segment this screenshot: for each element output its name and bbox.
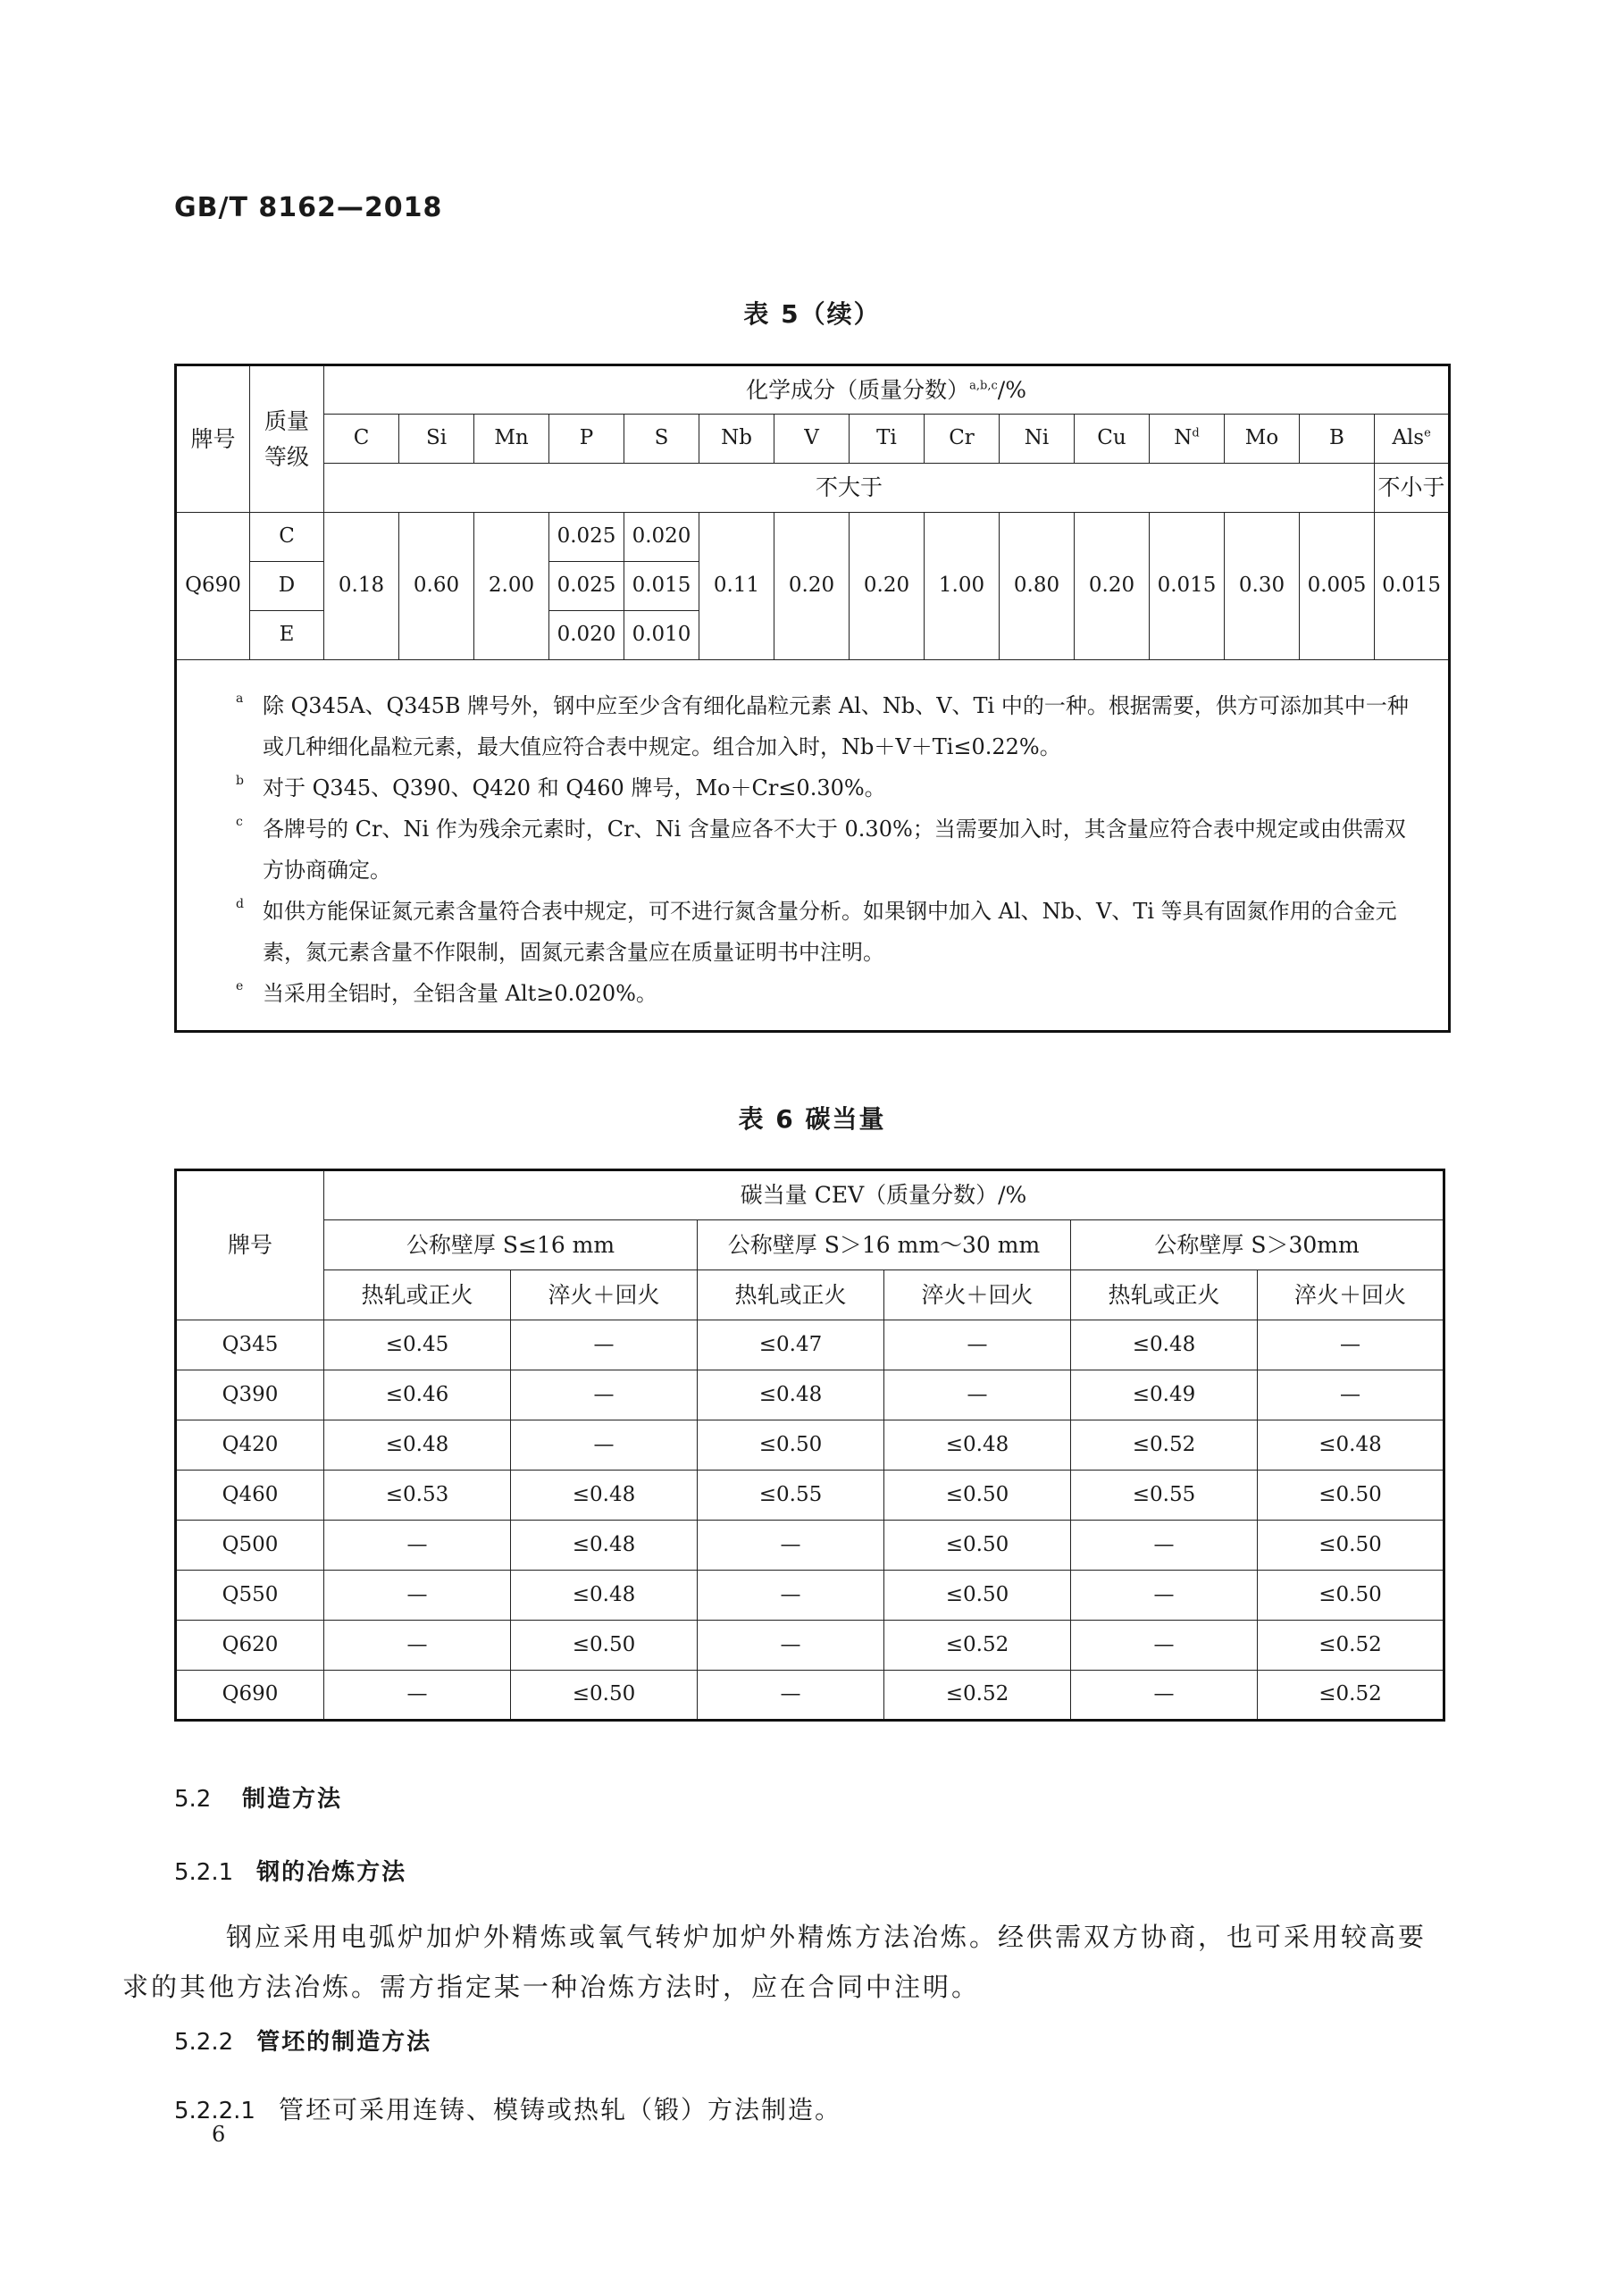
cev-value-cell: ≤0.50 bbox=[1258, 1471, 1444, 1521]
cev-row bbox=[176, 1370, 1444, 1420]
footnote-c: c 各牌号的 Cr、Ni 作为残余元素时，Cr、Ni 含量应各不大于 0.30%；当需要加入时，其含量应符合表中规定或由供需双方协商确定。 bbox=[236, 815, 1406, 883]
cev-value-cell: ≤0.50 bbox=[1258, 1571, 1444, 1621]
value-als: 0.015 bbox=[1375, 513, 1450, 660]
quality-level-d: D bbox=[250, 562, 324, 611]
cev-value-cell: — bbox=[1258, 1320, 1444, 1370]
cev-value-cell: ≤0.45 bbox=[324, 1320, 511, 1370]
section-5-2-2-heading: 5.2.2 管坯的制造方法 bbox=[174, 2029, 432, 2056]
cev-grade-cell: Q500 bbox=[176, 1521, 324, 1571]
cev-value-cell: ≤0.55 bbox=[698, 1471, 884, 1521]
footnote-e: e 当采用全铝时，全铝含量 Alt≥0.020%。 bbox=[236, 979, 657, 1006]
grade-cell: Q690 bbox=[176, 513, 250, 660]
cev-value-cell: — bbox=[698, 1521, 884, 1571]
not-less-label: 不小于 bbox=[1375, 464, 1450, 513]
cev-value-cell: ≤0.53 bbox=[324, 1471, 511, 1521]
cev-row bbox=[176, 1571, 1444, 1621]
cev-value-cell: ≤0.50 bbox=[884, 1571, 1071, 1621]
cev-grade-cell: Q345 bbox=[176, 1320, 324, 1370]
value-p-e: 0.020 bbox=[549, 611, 624, 660]
cev-row bbox=[176, 1521, 1444, 1571]
cev-value-cell: ≤0.50 bbox=[698, 1420, 884, 1471]
element-header-ti: Ti bbox=[850, 415, 925, 464]
page-number: 6 bbox=[212, 2122, 226, 2147]
element-header-cr: Cr bbox=[925, 415, 1000, 464]
cev-grade-cell: Q390 bbox=[176, 1370, 324, 1420]
grade-header: 牌号 bbox=[176, 365, 250, 513]
cev-grade-cell: Q550 bbox=[176, 1571, 324, 1621]
hot-rolled-header: 热轧或正火 bbox=[698, 1270, 884, 1320]
element-header-b: B bbox=[1300, 415, 1375, 464]
value-c: 0.18 bbox=[324, 513, 399, 660]
section-5-2-2-1-text: 5.2.2.1 管坯可采用连铸、模铸或热轧（锻）方法制造。 bbox=[174, 2095, 841, 2124]
cev-value-cell: — bbox=[1071, 1671, 1258, 1721]
cev-value-cell: ≤0.48 bbox=[511, 1571, 698, 1621]
cev-value-cell: ≤0.52 bbox=[1071, 1420, 1258, 1471]
cev-row bbox=[176, 1320, 1444, 1370]
section-5-2-1-heading: 5.2.1 钢的冶炼方法 bbox=[174, 1859, 407, 1886]
value-v: 0.20 bbox=[774, 513, 850, 660]
value-s-e: 0.010 bbox=[624, 611, 699, 660]
cev-row bbox=[176, 1471, 1444, 1521]
cev-value-cell: ≤0.48 bbox=[698, 1370, 884, 1420]
cev-value-cell: — bbox=[324, 1571, 511, 1621]
cev-value-cell: ≤0.50 bbox=[884, 1471, 1071, 1521]
table6-caption: 表 6 碳当量 bbox=[738, 1104, 886, 1134]
cev-row bbox=[176, 1621, 1444, 1671]
value-cu: 0.20 bbox=[1075, 513, 1150, 660]
cev-grade-cell: Q620 bbox=[176, 1621, 324, 1671]
value-s-d: 0.015 bbox=[624, 562, 699, 611]
cev-value-cell: ≤0.48 bbox=[1258, 1420, 1444, 1471]
value-ni: 0.80 bbox=[1000, 513, 1075, 660]
cev-value-cell: ≤0.47 bbox=[698, 1320, 884, 1370]
value-mn: 2.00 bbox=[474, 513, 549, 660]
cev-value-cell: ≤0.55 bbox=[1071, 1471, 1258, 1521]
hot-rolled-header: 热轧或正火 bbox=[1071, 1270, 1258, 1320]
cev-value-cell: ≤0.46 bbox=[324, 1370, 511, 1420]
value-mo: 0.30 bbox=[1225, 513, 1300, 660]
cev-grade-cell: Q420 bbox=[176, 1420, 324, 1471]
cev-grade-cell: Q690 bbox=[176, 1671, 324, 1721]
standard-code: GB/T 8162—2018 bbox=[174, 192, 443, 223]
cev-grade-header: 牌号 bbox=[176, 1170, 324, 1320]
cev-value-cell: ≤0.48 bbox=[884, 1420, 1071, 1471]
element-header-si: Si bbox=[399, 415, 474, 464]
cev-value-cell: ≤0.52 bbox=[884, 1671, 1071, 1721]
element-header-c: C bbox=[324, 415, 399, 464]
cev-value-cell: ≤0.48 bbox=[511, 1521, 698, 1571]
cev-value-cell: — bbox=[698, 1571, 884, 1621]
table5-chemical-composition bbox=[174, 364, 1451, 1033]
range-header-gt30: 公称壁厚 S＞30mm bbox=[1071, 1220, 1444, 1270]
element-header-mo: Mo bbox=[1225, 415, 1300, 464]
quenched-header: 淬火＋回火 bbox=[1258, 1270, 1444, 1320]
quenched-header: 淬火＋回火 bbox=[511, 1270, 698, 1320]
cev-value-cell: ≤0.52 bbox=[1258, 1671, 1444, 1721]
cev-value-cell: — bbox=[511, 1420, 698, 1471]
value-ti: 0.20 bbox=[850, 513, 925, 660]
cev-value-cell: — bbox=[324, 1671, 511, 1721]
cev-value-cell: ≤0.48 bbox=[324, 1420, 511, 1471]
value-n: 0.015 bbox=[1150, 513, 1225, 660]
cev-value-cell: — bbox=[884, 1320, 1071, 1370]
quality-grade-header: 质量等级 bbox=[250, 365, 324, 513]
range-header-16-30: 公称壁厚 S＞16 mm～30 mm bbox=[698, 1220, 1071, 1270]
section-5-2-1-paragraph: 钢应采用电弧炉加炉外精炼或氧气转炉加炉外精炼方法冶炼。经供需双方协商，也可采用较高要 求的其他方法冶炼。需方指定某一种冶炼方法时，应在合同中注明。 bbox=[122, 1922, 1427, 2002]
value-p-d: 0.025 bbox=[549, 562, 624, 611]
cev-value-cell: — bbox=[324, 1521, 511, 1571]
cev-value-cell: — bbox=[698, 1671, 884, 1721]
hot-rolled-header: 热轧或正火 bbox=[324, 1270, 511, 1320]
cev-header: 碳当量 CEV（质量分数）/% bbox=[324, 1170, 1444, 1220]
chem-composition-header: 化学成分（质量分数）$^{a,b,c}$/% bbox=[324, 365, 1450, 415]
cev-value-cell: ≤0.48 bbox=[1071, 1320, 1258, 1370]
cev-value-cell: — bbox=[1258, 1370, 1444, 1420]
cev-value-cell: ≤0.52 bbox=[1258, 1621, 1444, 1671]
quality-level-c: C bbox=[250, 513, 324, 562]
cev-value-cell: ≤0.50 bbox=[1258, 1521, 1444, 1571]
element-header-nb: Nb bbox=[699, 415, 774, 464]
element-header-cu: Cu bbox=[1075, 415, 1150, 464]
cev-value-cell: ≤0.50 bbox=[511, 1671, 698, 1721]
cev-value-cell: — bbox=[1071, 1571, 1258, 1621]
cev-value-cell: — bbox=[884, 1370, 1071, 1420]
element-header-s: S bbox=[624, 415, 699, 464]
cev-value-cell: — bbox=[511, 1370, 698, 1420]
cev-value-cell: — bbox=[1071, 1621, 1258, 1671]
table6-body bbox=[176, 1320, 1444, 1721]
element-header-p: P bbox=[549, 415, 624, 464]
cev-value-cell: — bbox=[511, 1320, 698, 1370]
element-header-ni: Ni bbox=[1000, 415, 1075, 464]
table5-footnotes bbox=[176, 660, 1450, 1032]
cev-row bbox=[176, 1420, 1444, 1471]
table5-caption: 表 5（续） bbox=[743, 299, 881, 329]
cev-value-cell: ≤0.52 bbox=[884, 1621, 1071, 1671]
table6-carbon-equivalent bbox=[174, 1169, 1445, 1722]
value-nb: 0.11 bbox=[699, 513, 774, 660]
element-header-n: $N^d$ bbox=[1150, 415, 1225, 464]
cev-value-cell: ≤0.50 bbox=[884, 1521, 1071, 1571]
quality-level-e: E bbox=[250, 611, 324, 660]
value-p-c: 0.025 bbox=[549, 513, 624, 562]
cev-grade-cell: Q460 bbox=[176, 1471, 324, 1521]
cev-value-cell: — bbox=[698, 1621, 884, 1671]
value-b: 0.005 bbox=[1300, 513, 1375, 660]
cev-value-cell: ≤0.49 bbox=[1071, 1370, 1258, 1420]
footnote-d: d 如供方能保证氮元素含量符合表中规定，可不进行氮含量分析。如果钢中加入 Al、Nb、V、Ti 等具有固氮作用的合金元素，氮元素含量不作限制，固氮元素含量应在质量证明书中注明。 bbox=[236, 897, 1397, 965]
cev-value-cell: — bbox=[324, 1621, 511, 1671]
range-header-le16: 公称壁厚 S≤16 mm bbox=[324, 1220, 698, 1270]
element-header-als: Als$^e$ bbox=[1375, 415, 1450, 464]
cev-value-cell: ≤0.48 bbox=[511, 1471, 698, 1521]
element-header-v: V bbox=[774, 415, 850, 464]
cev-row bbox=[176, 1671, 1444, 1721]
element-header-mn: Mn bbox=[474, 415, 549, 464]
value-si: 0.60 bbox=[399, 513, 474, 660]
not-greater-label: 不大于 bbox=[324, 464, 1375, 513]
section-5-2-heading: 5.2 制造方法 bbox=[174, 1786, 343, 1813]
cev-value-cell: ≤0.50 bbox=[511, 1621, 698, 1671]
footnote-b: b 对于 Q345、Q390、Q420 和 Q460 牌号，Mo＋Cr≤0.30%。 bbox=[236, 774, 886, 800]
quenched-header: 淬火＋回火 bbox=[884, 1270, 1071, 1320]
cev-value-cell: — bbox=[1071, 1521, 1258, 1571]
value-cr: 1.00 bbox=[925, 513, 1000, 660]
footnote-a: a 除 Q345A、Q345B 牌号外，钢中应至少含有细化晶粒元素 Al、Nb、V、Ti 中的一种。根据需要，供方可添加其中一种或几种细化晶粒元素，最大值应符合表中规定。组合加入时，Nb＋V＋Ti≤0.22%。 bbox=[236, 691, 1409, 759]
value-s-c: 0.020 bbox=[624, 513, 699, 562]
